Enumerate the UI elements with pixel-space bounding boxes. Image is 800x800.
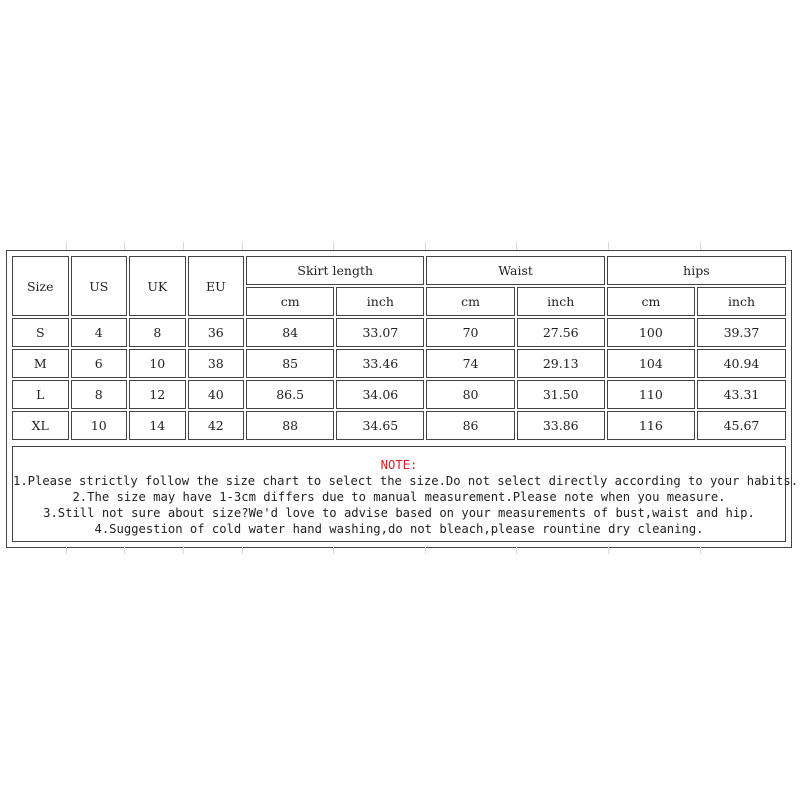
grid-tick: [124, 242, 125, 250]
header-row: [12, 256, 786, 285]
table-frame: [6, 250, 799, 548]
cell-us: 10: [71, 411, 128, 440]
table-row: [12, 380, 786, 409]
cell-skirt-inch: 33.46: [336, 349, 424, 378]
cell-skirt-cm: 84: [246, 318, 334, 347]
cell-waist-inch: 31.50: [517, 380, 605, 409]
cell-waist-cm: 70: [426, 318, 514, 347]
header-skirt-length: Skirt length: [246, 256, 424, 285]
cell-waist-inch: 33.86: [517, 411, 605, 440]
header-hips: hips: [607, 256, 786, 285]
grid-tick: [425, 242, 426, 250]
note-title: NOTE:: [380, 458, 418, 472]
grid-tick: [700, 242, 701, 250]
subheader-cm: cm: [426, 287, 514, 316]
grid-tick: [700, 546, 701, 554]
cell-hips-inch: 39.37: [697, 318, 786, 347]
cell-hips-inch: 43.31: [697, 380, 786, 409]
table-row: [12, 349, 786, 378]
cell-hips-inch: 45.67: [697, 411, 786, 440]
subheader-inch: inch: [697, 287, 786, 316]
size-table: [10, 254, 788, 442]
cell-skirt-cm: 86.5: [246, 380, 334, 409]
cell-eu: 40: [188, 380, 245, 409]
note-line-2: 2.The size may have 1-3cm differs due to manual measurement.Please note when you measure.: [72, 490, 726, 504]
subheader-inch: inch: [517, 287, 605, 316]
grid-tick: [183, 242, 184, 250]
cell-uk: 12: [129, 380, 186, 409]
grid-tick: [608, 546, 609, 554]
cell-waist-cm: 74: [426, 349, 514, 378]
cell-skirt-inch: 34.06: [336, 380, 424, 409]
cell-eu: 36: [188, 318, 245, 347]
grid-tick: [183, 546, 184, 554]
cell-hips-cm: 104: [607, 349, 695, 378]
cell-uk: 10: [129, 349, 186, 378]
grid-tick: [66, 242, 67, 250]
cell-size: L: [12, 380, 69, 409]
cell-us: 6: [71, 349, 128, 378]
note-line-1: 1.Please strictly follow the size chart to select the size.Do not select directly according to your habits.: [13, 474, 799, 488]
cell-skirt-cm: 88: [246, 411, 334, 440]
header-waist: Waist: [426, 256, 604, 285]
cell-uk: 8: [129, 318, 186, 347]
subheader-cm: cm: [246, 287, 334, 316]
grid-tick: [333, 242, 334, 250]
cell-waist-inch: 29.13: [517, 349, 605, 378]
header-us: US: [71, 256, 128, 316]
size-chart: [6, 244, 799, 550]
subheader-inch: inch: [336, 287, 424, 316]
cell-waist-cm: 86: [426, 411, 514, 440]
cell-size: XL: [12, 411, 69, 440]
grid-tick: [425, 546, 426, 554]
header-uk: UK: [129, 256, 186, 316]
cell-hips-cm: 110: [607, 380, 695, 409]
cell-skirt-inch: 33.07: [336, 318, 424, 347]
table-row: [12, 318, 786, 347]
cell-hips-inch: 40.94: [697, 349, 786, 378]
note-line-3: 3.Still not sure about size?We'd love to advise based on your measurements of bust,waist and hip.: [43, 506, 755, 520]
grid-tick: [124, 546, 125, 554]
cell-size: M: [12, 349, 69, 378]
grid-tick: [66, 546, 67, 554]
grid-tick: [516, 242, 517, 250]
cell-skirt-inch: 34.65: [336, 411, 424, 440]
cell-hips-cm: 116: [607, 411, 695, 440]
cell-hips-cm: 100: [607, 318, 695, 347]
cell-us: 8: [71, 380, 128, 409]
grid-tick: [608, 242, 609, 250]
header-size: Size: [12, 256, 69, 316]
cell-eu: 42: [188, 411, 245, 440]
cell-uk: 14: [129, 411, 186, 440]
cell-us: 4: [71, 318, 128, 347]
cell-waist-inch: 27.56: [517, 318, 605, 347]
grid-tick: [516, 546, 517, 554]
grid-tick: [242, 242, 243, 250]
notes-box: [12, 446, 799, 542]
header-eu: EU: [188, 256, 245, 316]
cell-size: S: [12, 318, 69, 347]
subheader-cm: cm: [607, 287, 695, 316]
grid-tick: [242, 546, 243, 554]
grid-tick: [333, 546, 334, 554]
table-row: [12, 411, 786, 440]
note-line-4: 4.Suggestion of cold water hand washing,do not bleach,please rountine dry cleaning.: [94, 522, 704, 536]
cell-waist-cm: 80: [426, 380, 514, 409]
cell-eu: 38: [188, 349, 245, 378]
cell-skirt-cm: 85: [246, 349, 334, 378]
